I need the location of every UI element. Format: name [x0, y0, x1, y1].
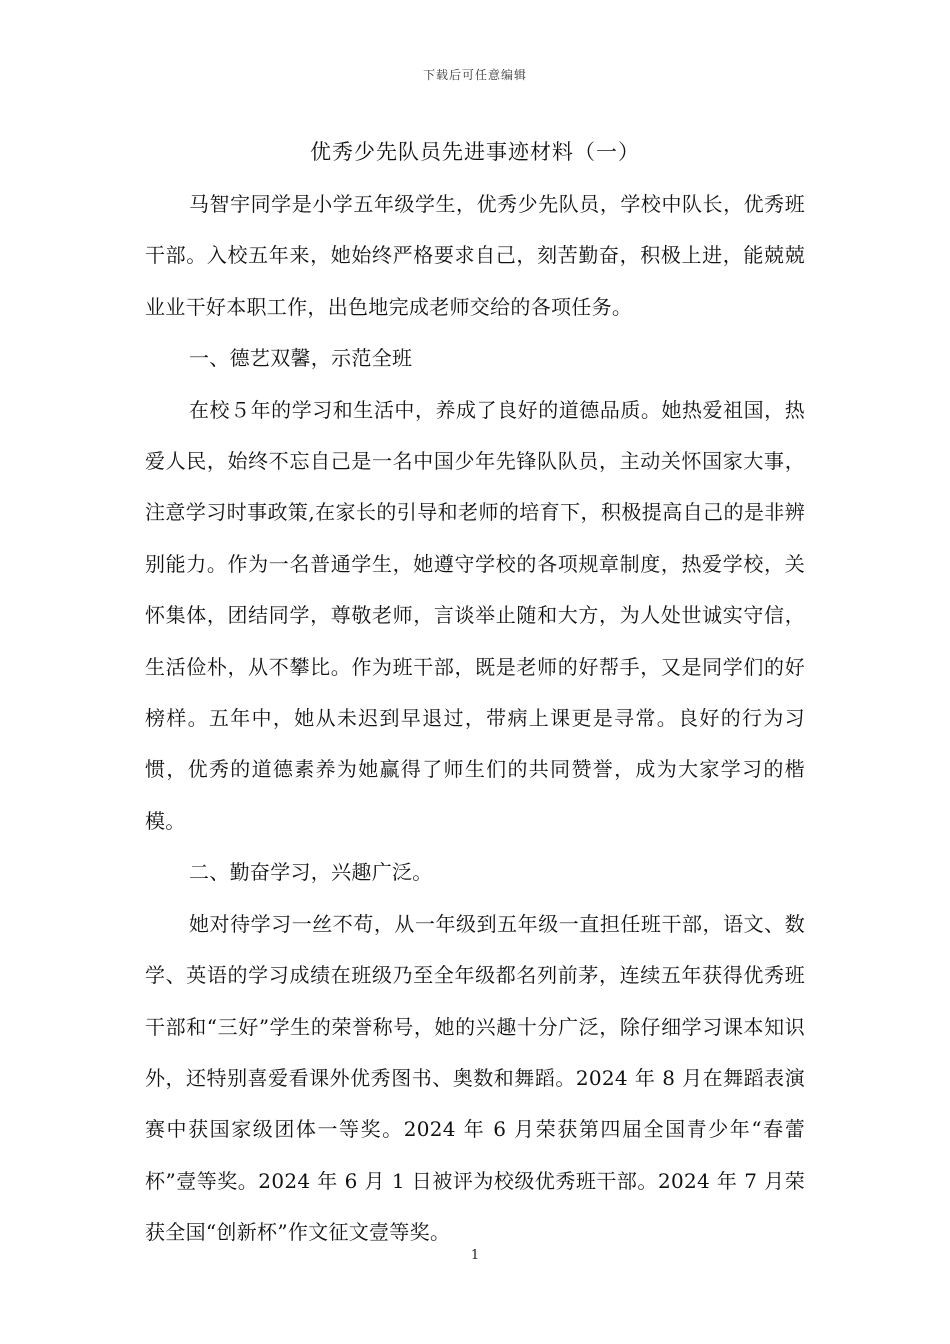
section-1-paragraph: 在校５年的学习和生活中，养成了良好的道德品质。她热爱祖国，热爱人民，始终不忘自己是一名中国少年先锋队队员，主动关怀国家大事，注意学习时事政策,在家长的引导和老师的培育下，积极提高自己的是非辨别能力。作为一名普通学生，她遵守学校的各项规章制度，热爱学校，关怀集体，团结同学，尊敬老师，言谈举止随和大方，为人处世诚实守信，生活俭朴，从不攀比。作为班干部，既是老师的好帮手，又是同学们的好榜样。五年中，她从未迟到早退过，带病上课更是寻常。良好的行为习惯，优秀的道德素养为她赢得了师生们的共同赞誉，成为大家学习的楷模。 [145, 397, 805, 833]
document-title: 优秀少先队员先进事迹材料（一） [310, 140, 640, 164]
document-body [145, 179, 805, 1259]
section-heading-2: 二、勤奋学习，兴趣广泛。 [189, 860, 433, 885]
header-note: 下载后可任意编辑 [422, 68, 527, 82]
page-number: 1 [470, 1248, 480, 1263]
intro-paragraph: 马智宇同学是小学五年级学生，优秀少先队员，学校中队长，优秀班干部。入校五年来，她始终严格要求自己，刻苦勤奋，积极上进，能兢兢业业干好本职工作，出色地完成老师交给的各项任务。 [145, 192, 805, 319]
section-2-paragraph: 她对待学习一丝不苟，从一年级到五年级一直担任班干部，语文、数学、英语的学习成绩在班级乃至全年级都名列前茅，连续五年获得优秀班干部和“三好”学生的荣誉称号，她的兴趣十分广泛，除仔细学习课本知识外，还特别喜爱看课外优秀图书、奥数和舞蹈。2024 年 8 月在舞蹈表演赛中获国家级团体一等奖。2024 年 6 月荣获第四届全国青少年“春蕾杯”壹等奖。2024 年 6 月 1 日被评为校级优秀班干部。2024 年 7 月荣获全国“创新杯”作文征文壹等奖。 [145, 911, 805, 1245]
section-heading-1: 一、德艺双馨，示范全班 [189, 346, 413, 371]
